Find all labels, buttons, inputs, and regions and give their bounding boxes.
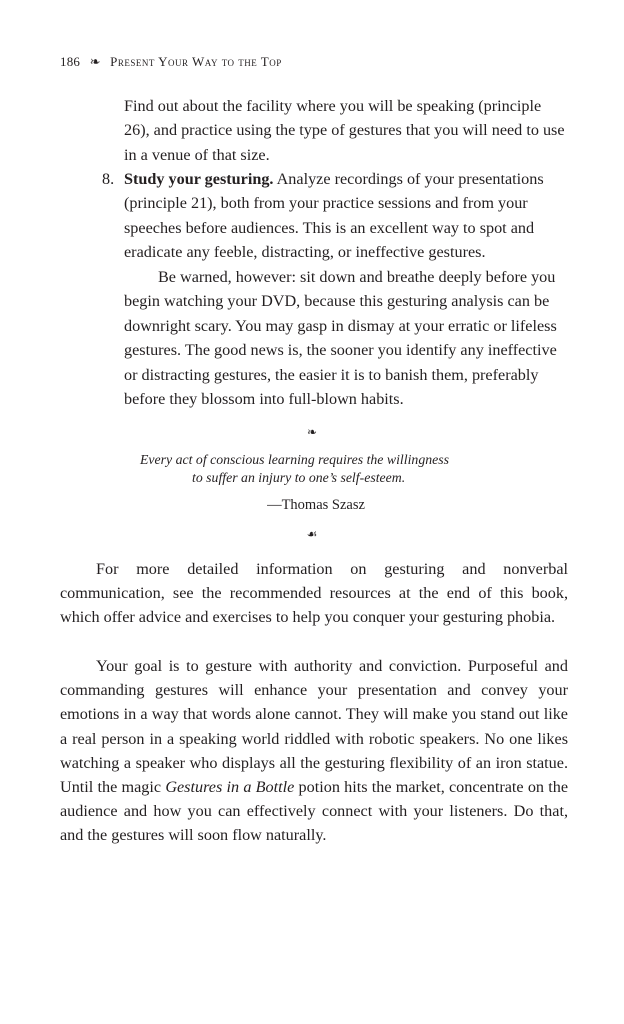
fleuron-top-icon: ❧ [306, 425, 318, 439]
quote-attribution: —Thomas Szasz [267, 497, 365, 513]
product-name: Gestures in a Bottle [165, 778, 295, 797]
list-item-heading: Study your gesturing. [124, 170, 274, 188]
epigraph-quote [140, 451, 500, 487]
list-number: 8. [102, 170, 115, 188]
list-item-text [124, 167, 570, 265]
fleuron-bottom-icon: ☙ [306, 527, 318, 541]
book-title: Present Your Way to the Top [110, 54, 282, 69]
fleuron-icon: ❧ [89, 54, 101, 69]
paragraph-warning: Be warned, however: sit down and breathe deeply before you begin watching your DVD, because this gesturing analysis can be downright scary. You may gasp in dismay at your erratic or lifeless gestures. The good news is, the sooner you identify any ineffective or distracting gestures, the easier it is to banish them, preferably before they blossom into full-blown habits. [124, 268, 557, 409]
running-head [60, 54, 282, 70]
paragraph-resources: For more detailed information on gesturing and nonverbal communication, see the recommended resources at the end of this book, which offer advice and exercises to help you conquer your gesturing phobia. [60, 560, 568, 627]
goal-text-start: Your goal is to gesture with authority and conviction. Purposeful and commanding gestures will enhance your presentation and convey your emotions in a way that words alone cannot. They will make you stand out like a real person in a speaking world riddled with robotic speakers. No one likes watching a speaker who displays all the gesturing flexibility of an iron statue. Until the magic [60, 657, 568, 797]
list-item-body: Analyze recordings of your presentations (principle 21), both from your practice sessions and from your speeches before audiences. This is an excellent way to spot and eradicate any feeble, distracting, or ineffective gestures. [124, 170, 544, 262]
paragraph-facility: Find out about the facility where you will be speaking (principle 26), and practice using the type of gestures that you will need to use in a venue of that size. [124, 97, 565, 164]
quote-line-2: to suffer an injury to one’s self-esteem. [192, 470, 406, 485]
paragraph-goal [60, 654, 568, 848]
quote-line-1: Every act of conscious learning requires the willingness [140, 452, 449, 467]
page-number: 186 [60, 54, 81, 69]
goal-text-end: potion hits the market, concentrate on the audience and how you can effectively connect with your listeners. Do that, and the gestures will soon flow naturally. [60, 778, 569, 845]
list-item-8 [102, 167, 570, 262]
